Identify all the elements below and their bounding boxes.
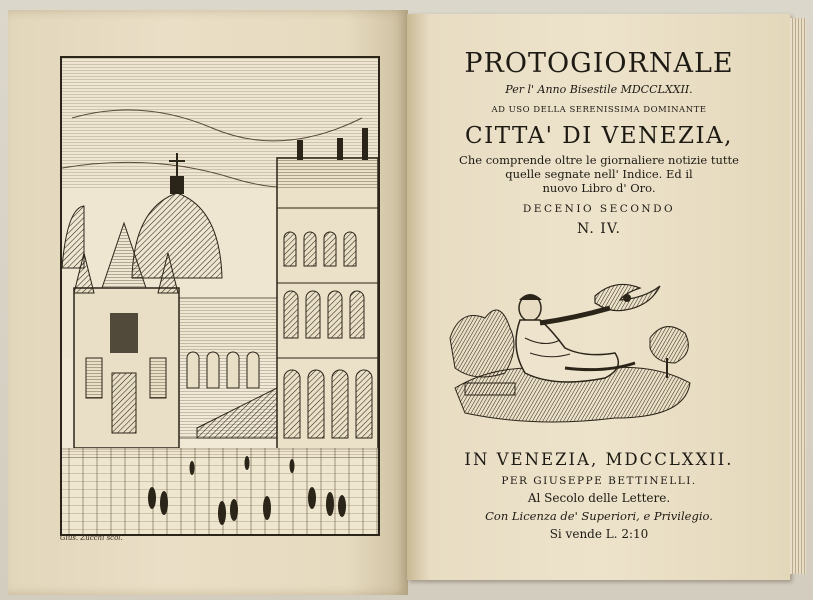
description bbox=[449, 153, 749, 195]
decenio-line: DECENIO SECONDO bbox=[522, 203, 676, 215]
imprint-block bbox=[412, 450, 786, 541]
description-line: Che comprende oltre le giornaliere notizie tutte bbox=[459, 153, 739, 167]
frontispiece-engraving bbox=[60, 56, 380, 536]
engraver-signature: Gius. Zucchi scol. bbox=[60, 534, 123, 542]
vignette-woodcut bbox=[445, 278, 700, 428]
publisher: PER GIUSEPPE BETTINELLI. bbox=[501, 475, 697, 487]
year-line: Per l' Anno Bisestile MDCCLXXII. bbox=[505, 83, 693, 96]
secolo-line: Al Secolo delle Lettere. bbox=[527, 491, 671, 505]
title-block bbox=[412, 44, 786, 237]
description-line: quelle segnate nell' Indice. Ed il bbox=[505, 167, 693, 181]
page-edges bbox=[790, 18, 806, 574]
issue-number: N. IV. bbox=[577, 221, 621, 237]
city-title: CITTA' DI VENEZIA, bbox=[465, 123, 733, 149]
description-line: nuovo Libro d' Oro. bbox=[542, 181, 656, 195]
imprint-city: IN VENEZIA, MDCCLXXII. bbox=[464, 450, 734, 469]
licence-line: Con Licenza de' Superiori, e Privilegio. bbox=[485, 509, 713, 523]
main-title: PROTOGIORNALE bbox=[464, 48, 734, 79]
uso-line: AD USO DELLA SERENISSIMA DOMINANTE bbox=[491, 105, 707, 115]
price-line: Si vende L. 2:10 bbox=[549, 527, 649, 541]
